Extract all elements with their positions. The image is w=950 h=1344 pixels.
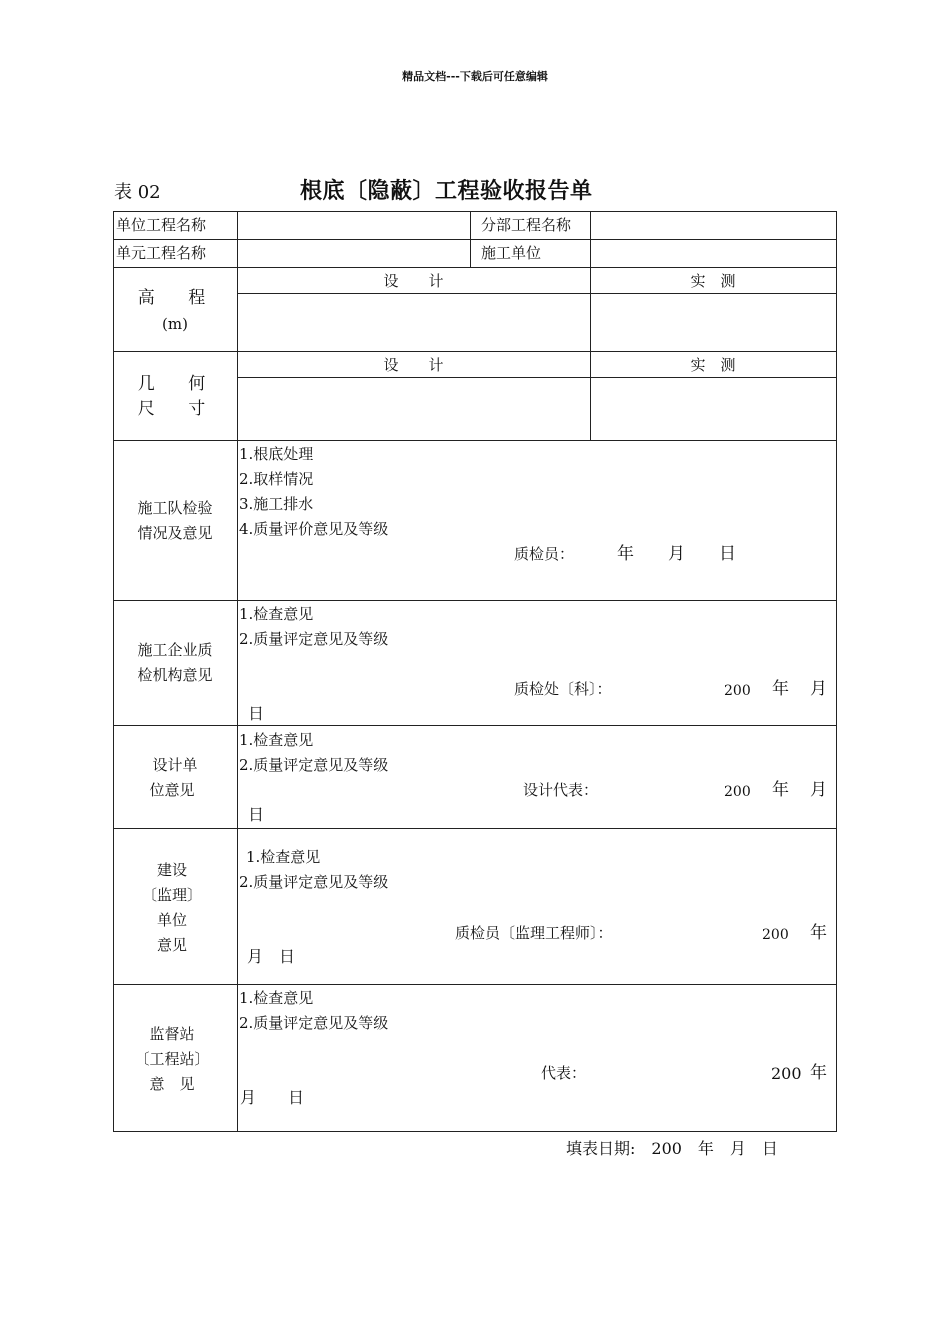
construction-unit-label: 施工单位 [481,244,542,262]
elevation-unit: (m) [162,315,188,333]
form-title: 根底〔隐蔽〕工程验收报告单 [300,179,593,204]
supervision-label-2: 〔工程站〕 [134,1050,210,1068]
supervision-year: 200 [771,1064,802,1083]
supervision-month-day: 月 日 [240,1088,305,1107]
enterprise-check-year-mark: 年 [772,679,789,699]
owner-label-3: 单位 [156,911,187,929]
unit-element-label: 单元工程名称 [116,244,207,262]
supervision-label-1: 监督站 [149,1025,195,1043]
enterprise-check-label-1: 施工企业质 [137,641,213,659]
enterprise-check-year: 200 [724,683,751,699]
enterprise-check-signer: 质检处〔科〕： [514,680,612,698]
design-unit-year: 200 [724,784,751,800]
geometry-label-2: 尺 寸 [137,399,220,419]
supervision-item: 1.检查意见 [239,989,314,1007]
elevation-measured-header: 实 测 [690,272,736,290]
design-unit-item: 2.质量评定意见及等级 [239,756,389,774]
design-unit-signer: 设计代表： [523,781,599,799]
owner-month-day: 月 日 [247,947,296,966]
unit-project-label: 单位工程名称 [116,216,207,234]
design-unit-month-mark: 月 [810,780,827,800]
geometry-design-header: 设 计 [383,356,444,374]
design-unit-item: 1.检查意见 [239,731,314,749]
geometry-measured-header: 实 测 [690,356,736,374]
team-check-label-2: 情况及意见 [137,524,213,542]
owner-item: 1.检查意见 [246,848,321,866]
team-check-item: 3.施工排水 [239,495,314,513]
team-check-signer: 质检员： [514,545,575,563]
fill-date: 填表日期: 200 年 月 日 [566,1139,778,1158]
enterprise-check-item: 2.质量评定意见及等级 [239,630,389,648]
owner-label-4: 意见 [156,936,187,954]
design-unit-year-mark: 年 [772,780,789,800]
team-check-label-1: 施工队检验 [137,499,213,517]
geometry-label-1: 几 何 [137,374,220,394]
team-check-item: 1.根底处理 [239,445,314,463]
supervision-signer: 代表： [541,1064,587,1082]
owner-year: 200 [762,927,789,943]
owner-signer: 质检员〔监理工程师〕： [455,924,613,942]
owner-year-mark: 年 [810,923,827,943]
team-check-item: 2.取样情况 [239,470,314,488]
team-check-date: 年 月 日 [617,544,736,564]
enterprise-check-day-mark: 日 [248,704,265,723]
design-unit-label-2: 位意见 [149,781,195,799]
supervision-label-3: 意 见 [149,1075,195,1093]
design-unit-day-mark: 日 [248,805,265,824]
elevation-label: 高 程 [137,288,220,308]
enterprise-check-item: 1.检查意见 [239,605,314,623]
elevation-design-header: 设 计 [383,272,444,290]
sub-project-label: 分部工程名称 [481,216,572,234]
design-unit-label-1: 设计单 [152,756,198,774]
form-number: 表 02 [114,182,161,203]
owner-item: 2.质量评定意见及等级 [239,873,389,891]
supervision-year-mark: 年 [810,1063,827,1083]
enterprise-check-month-mark: 月 [810,679,827,699]
supervision-item: 2.质量评定意见及等级 [239,1014,389,1032]
owner-label-1: 建设 [156,861,187,879]
owner-label-2: 〔监理〕 [141,886,202,904]
page-header: 精品文档---下载后可任意编辑 [402,70,548,83]
enterprise-check-label-2: 检机构意见 [137,666,213,684]
team-check-item: 4.质量评价意见及等级 [239,520,389,538]
